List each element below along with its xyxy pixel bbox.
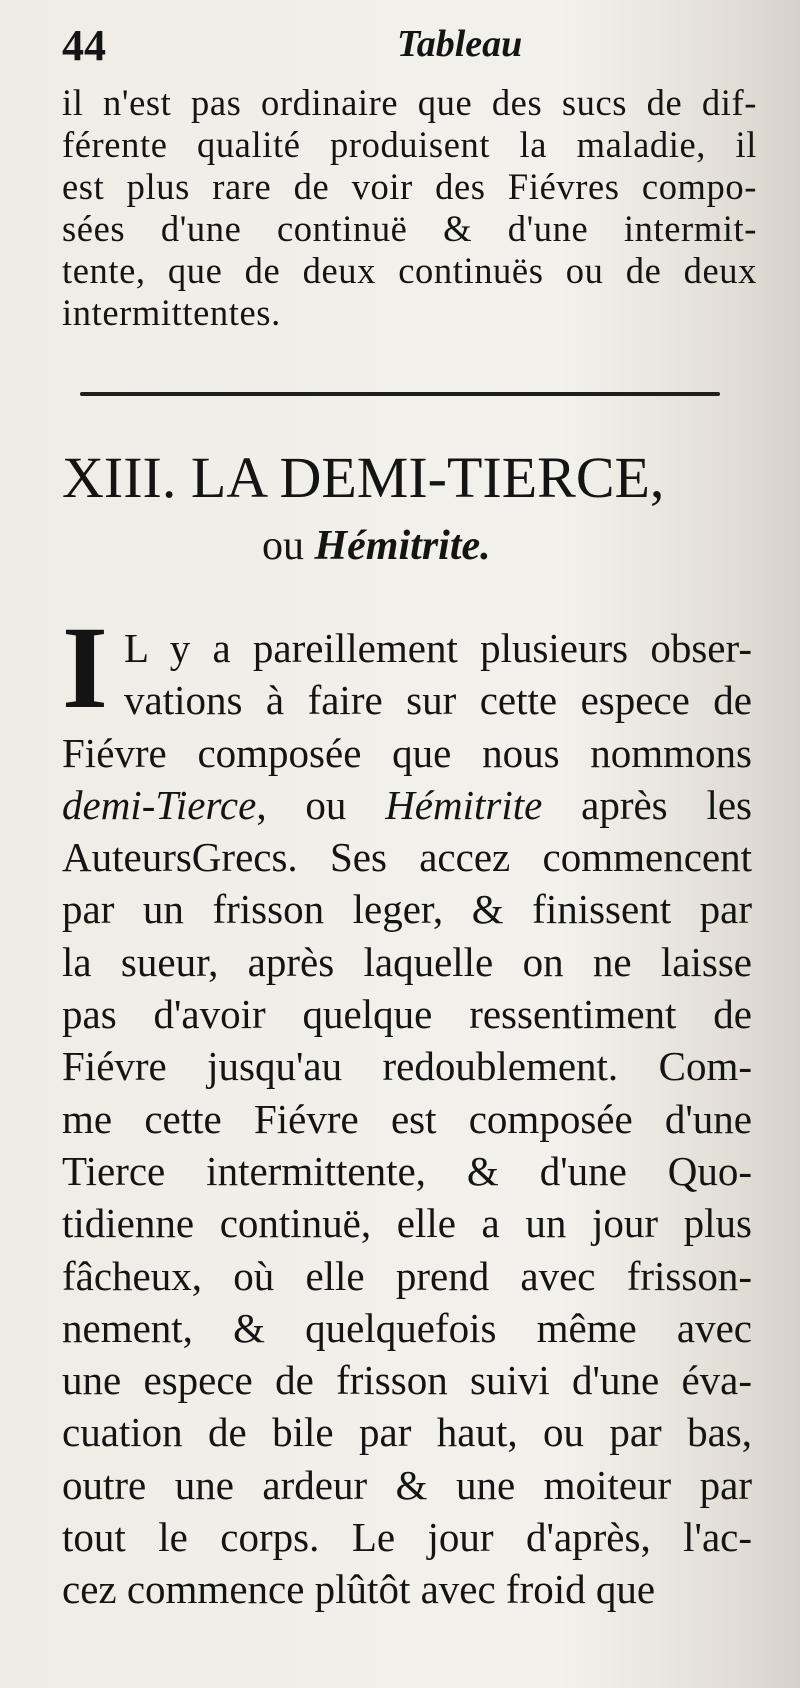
text-line: sées d'une continuë & d'une intermit- bbox=[62, 208, 757, 249]
text-segment: outre une ardeur & une moiteur par bbox=[62, 1461, 752, 1508]
text-line bbox=[62, 727, 752, 779]
text-line bbox=[62, 674, 752, 726]
text-line: tente, que de deux continuës ou de deux bbox=[62, 250, 757, 291]
continued-paragraph bbox=[62, 82, 757, 334]
text-segment: Fiévre composée que nous nommons bbox=[62, 729, 752, 776]
text-line bbox=[62, 1197, 752, 1249]
text-line: est plus rare de voir des Fiévres compo- bbox=[62, 166, 757, 207]
text-segment: vations à faire sur cette espece de bbox=[124, 677, 752, 724]
text-line: férente qualité produisent la maladie, il bbox=[62, 124, 757, 165]
text-line bbox=[62, 1145, 752, 1197]
text-line bbox=[62, 831, 752, 883]
section-body bbox=[62, 622, 752, 1616]
section-divider bbox=[80, 392, 720, 396]
text-line bbox=[62, 1302, 752, 1354]
text-line bbox=[62, 988, 752, 1040]
text-segment: Fiévre jusqu'au redoublement. Com- bbox=[62, 1043, 752, 1090]
text-line: il n'est pas ordinaire que des sucs de dif- bbox=[62, 82, 757, 123]
text-segment: , ou bbox=[256, 781, 386, 828]
text-segment: par un frisson leger, & finissent par bbox=[62, 886, 752, 933]
section-subtitle-italic: Hémitrite. bbox=[314, 523, 491, 569]
italic-term: demi-Tierce bbox=[62, 781, 257, 828]
text-segment: tidienne continuë, elle a un jour plus bbox=[62, 1200, 752, 1247]
text-line bbox=[62, 1250, 752, 1302]
text-segment: une espece de frisson suivi d'une éva- bbox=[62, 1357, 752, 1404]
running-title: Tableau bbox=[397, 23, 523, 65]
drop-cap: I bbox=[62, 602, 108, 733]
text-segment: tout le corps. Le jour d'après, l'ac- bbox=[62, 1514, 752, 1561]
text-line bbox=[62, 1406, 752, 1458]
text-segment: fâcheux, où elle prend avec frisson- bbox=[62, 1252, 752, 1299]
text-line bbox=[62, 1093, 752, 1145]
text-segment: AuteursGrecs. Ses accez commencent bbox=[62, 834, 752, 881]
text-segment: L y a pareillement plusieurs obser- bbox=[124, 625, 752, 671]
text-segment: après les bbox=[542, 781, 752, 828]
text-line bbox=[62, 1459, 752, 1511]
text-segment: nement, & quelquefois même avec bbox=[62, 1304, 752, 1351]
text-segment: pas d'avoir quelque ressentiment de bbox=[62, 991, 752, 1038]
text-segment: Tierce intermittente, & d'une Quo- bbox=[62, 1147, 752, 1194]
page-number: 44 bbox=[62, 21, 106, 70]
text-segment: cez commence plûtôt avec froid que bbox=[62, 1566, 656, 1613]
italic-term: Hémitrite bbox=[385, 781, 543, 828]
text-line bbox=[62, 1040, 752, 1092]
text-line bbox=[62, 1563, 752, 1615]
section-title: XIII. LA DEMI-TIERCE, bbox=[62, 445, 665, 510]
text-line bbox=[62, 1354, 752, 1406]
text-line bbox=[62, 779, 752, 831]
section-subtitle bbox=[262, 522, 722, 570]
text-segment: la sueur, après laquelle on ne laisse bbox=[62, 938, 752, 985]
text-line bbox=[62, 883, 752, 935]
text-line: intermittentes. bbox=[62, 292, 281, 333]
text-segment: me cette Fiévre est composée d'une bbox=[62, 1095, 752, 1142]
section-subtitle-prefix: ou bbox=[262, 523, 304, 569]
page-header bbox=[62, 20, 752, 90]
text-segment: cuation de bile par haut, ou par bas, bbox=[62, 1409, 752, 1456]
text-line bbox=[62, 936, 752, 988]
text-line bbox=[62, 1511, 752, 1563]
text-line bbox=[62, 622, 752, 674]
